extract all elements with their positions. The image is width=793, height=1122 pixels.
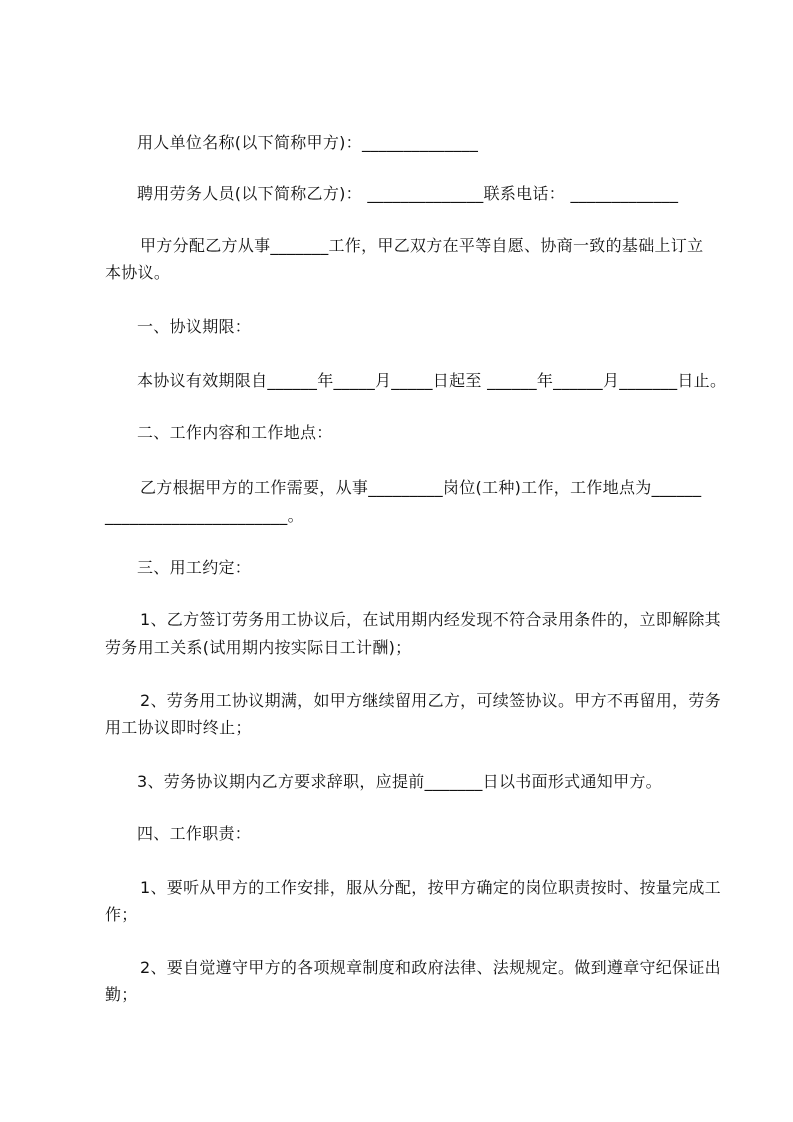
party-b-line: 聘用劳务人员(以下简称乙方)： ______________联系电话： _____________ xyxy=(137,184,679,203)
paragraph-line: 用工协议即时终止； xyxy=(105,718,252,737)
preamble-line: 本协议。 xyxy=(105,263,171,282)
paragraph-line: 勤； xyxy=(105,985,138,1004)
paragraph-line: 3、劳务协议期内乙方要求辞职，应提前_______日以书面形式通知甲方。 xyxy=(137,772,662,791)
paragraph-line: 1、乙方签订劳务用工协议后，在试用期内经发现不符合录用条件的，立即解除其 xyxy=(140,610,721,629)
party-a-line: 用人单位名称(以下简称甲方)：______________ xyxy=(137,133,479,152)
section-heading: 四、工作职责： xyxy=(137,824,252,843)
paragraph-line: 作； xyxy=(105,905,138,924)
section-heading: 一、协议期限： xyxy=(137,317,252,336)
paragraph-line: 劳务用工关系(试用期内按实际日工计酬)； xyxy=(105,638,412,657)
preamble-line: 甲方分配乙方从事_______工作，甲乙双方在平等自愿、协商一致的基础上订立 xyxy=(140,236,704,255)
section-heading: 三、用工约定： xyxy=(137,558,252,577)
paragraph-line: 2、要自觉遵守甲方的各项规章制度和政府法律、法规规定。做到遵章守纪保证出 xyxy=(140,958,721,977)
paragraph-line: 乙方根据甲方的工作需要，从事_________岗位(工种)工作，工作地点为______ xyxy=(140,478,702,497)
paragraph-line: ______________________。 xyxy=(105,506,304,525)
section-heading: 二、工作内容和工作地点： xyxy=(137,423,333,442)
paragraph-line: 2、劳务用工协议期满，如甲方继续留用乙方，可续签协议。甲方不再留用，劳务 xyxy=(140,691,721,710)
paragraph-line: 1、要听从甲方的工作安排，服从分配，按甲方确定的岗位职责按时、按量完成工 xyxy=(140,878,721,897)
paragraph-line: 本协议有效期限自______年_____月_____日起至 ______年______月_______日止。 xyxy=(137,371,727,390)
